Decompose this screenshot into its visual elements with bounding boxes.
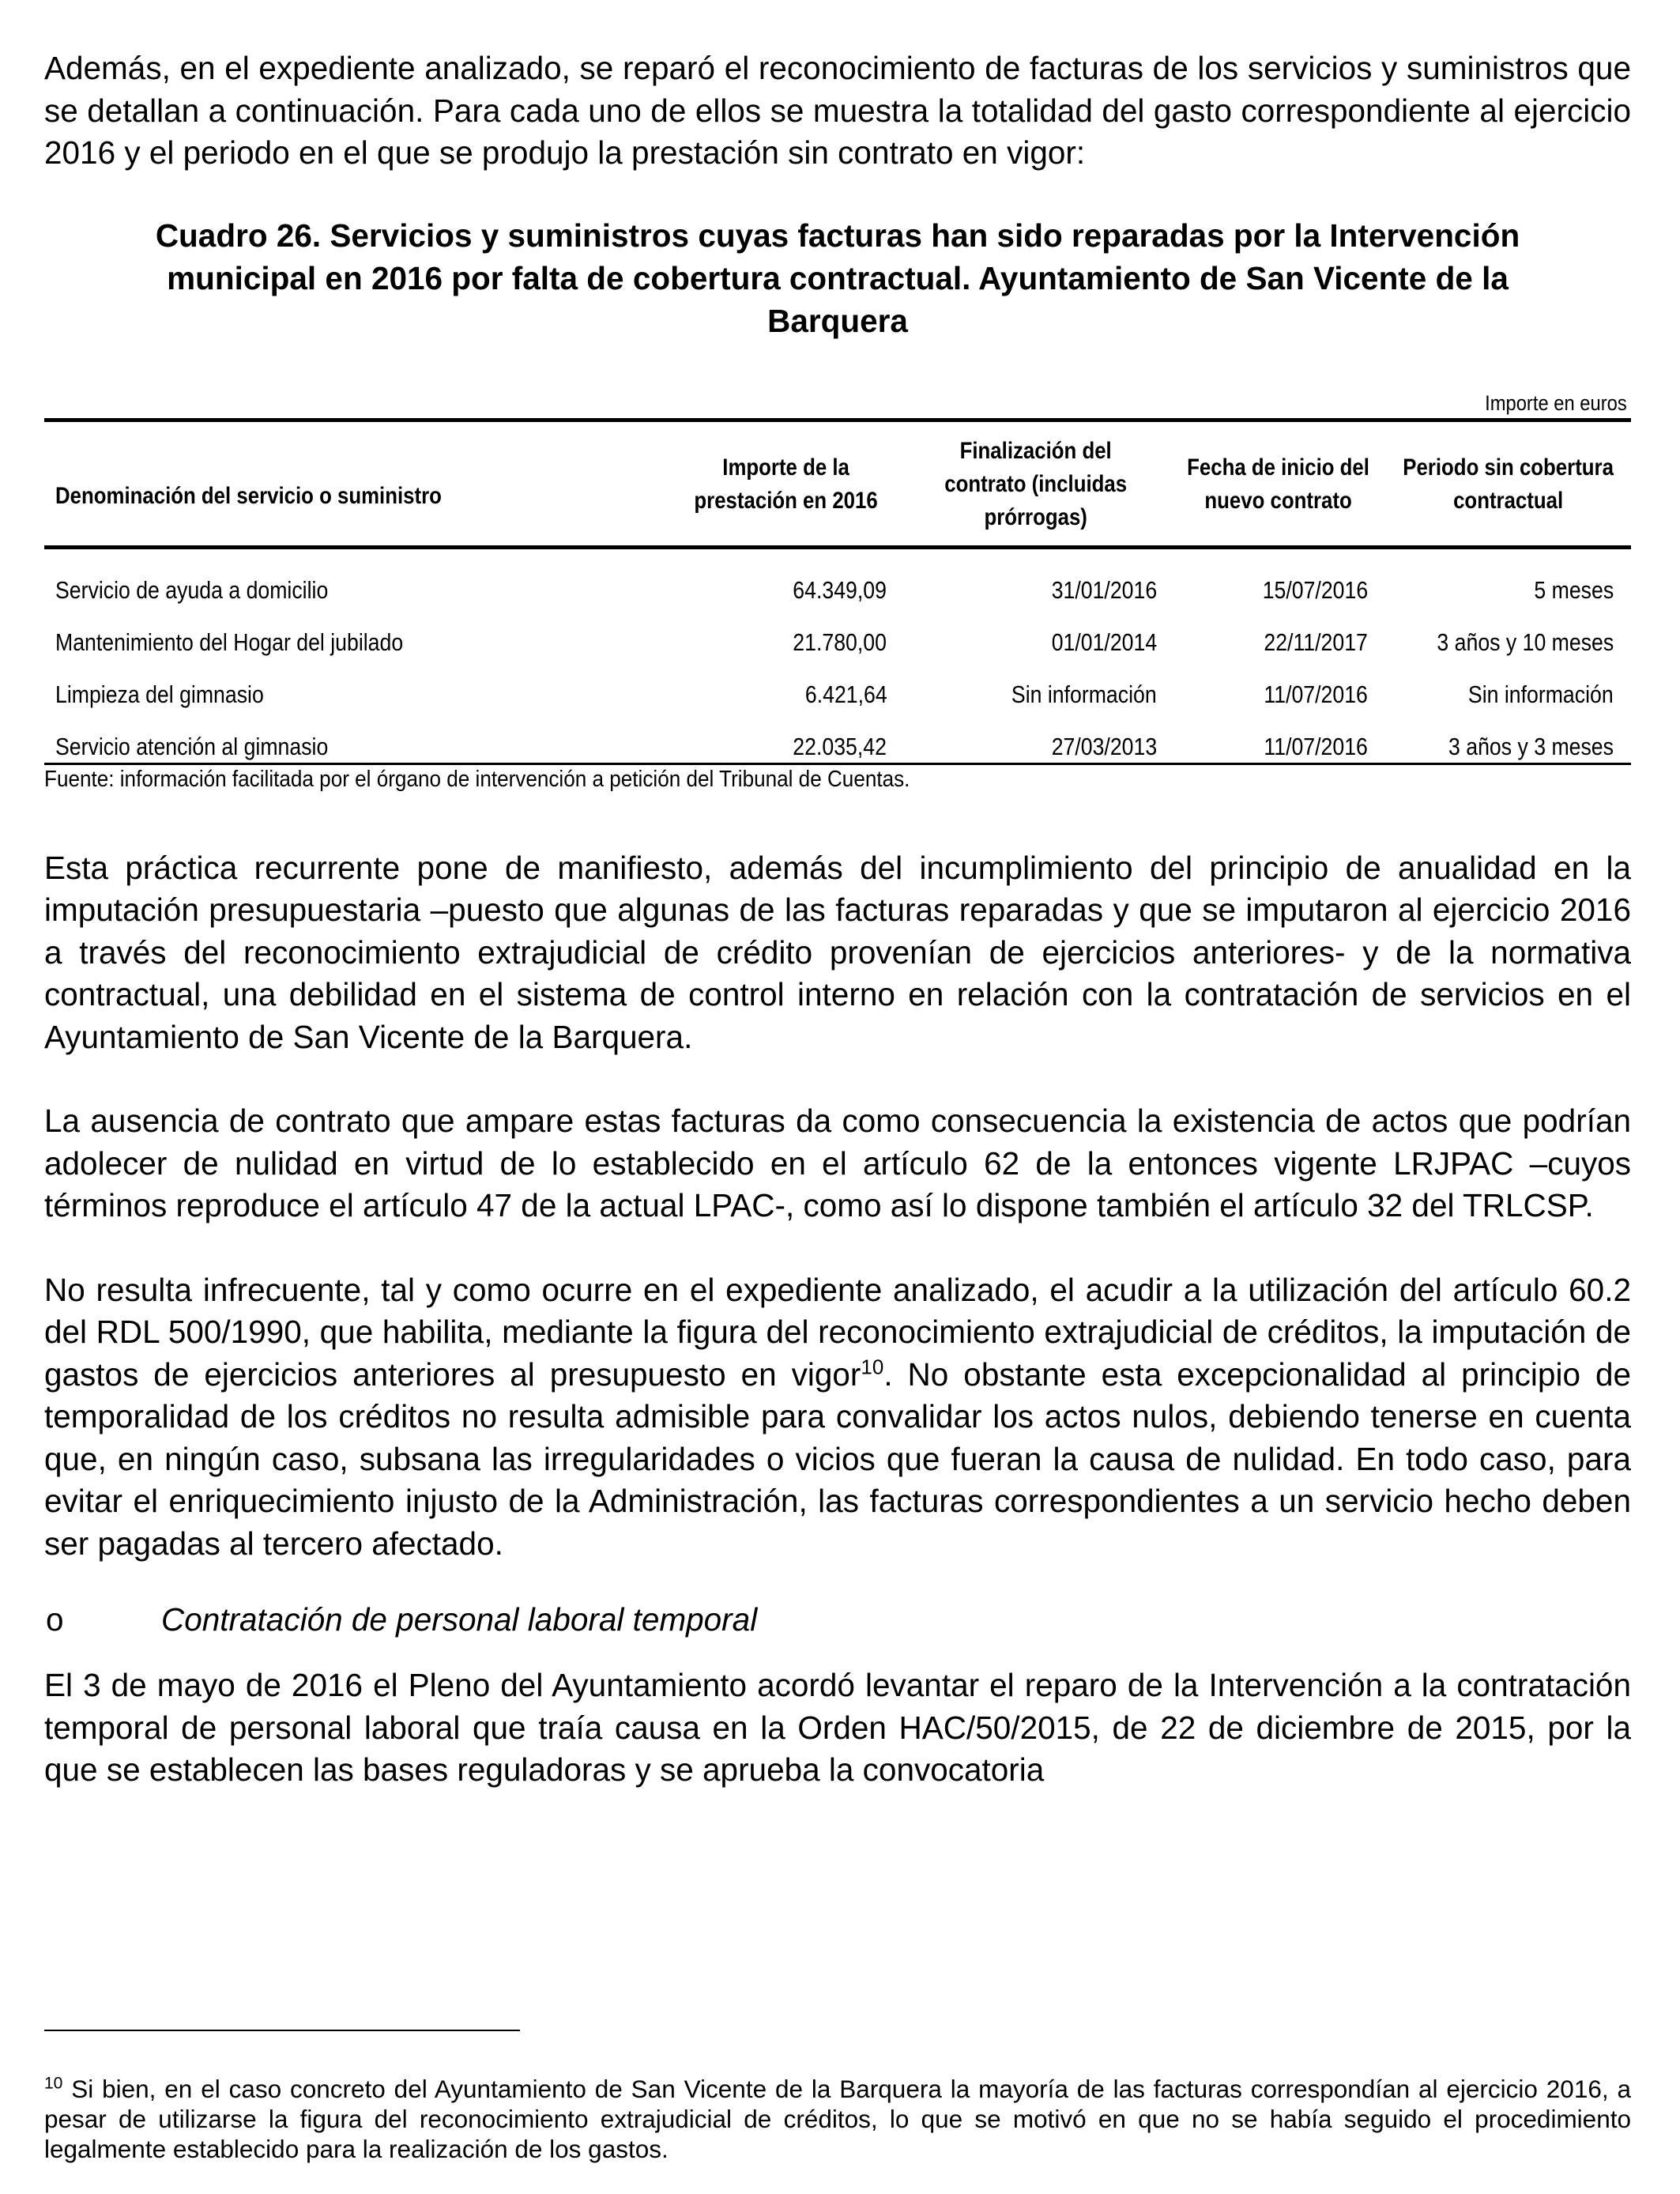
cell-importe: 6.421,64 <box>804 680 887 708</box>
caption-line-1: Cuadro 26. Servicios y suministros cuyas facturas han sido reparadas por la Intervención <box>155 217 1520 254</box>
cell-importe: 21.780,00 <box>793 628 887 656</box>
cell-periodo: 3 años y 10 meses <box>1437 628 1614 656</box>
footnote-divider <box>44 2030 520 2031</box>
services-table <box>44 418 1631 765</box>
cell-finalizacion: 01/01/2014 <box>1051 628 1157 656</box>
table-row <box>44 613 1631 665</box>
cell-periodo: 5 meses <box>1534 575 1614 604</box>
cell-fecha-inicio: 15/07/2016 <box>1262 575 1368 604</box>
cell-fecha-inicio: 11/07/2016 <box>1264 680 1368 708</box>
table-source-note: Fuente: información facilitada por el órgano de intervención a petición del Tribunal de Cuentas. <box>44 766 910 792</box>
cell-periodo: 3 años y 3 meses <box>1385 717 1631 764</box>
footnote-number: 10 <box>44 2074 63 2093</box>
header-importe: Importe de la prestación en 2016 <box>671 420 901 547</box>
table-caption <box>44 214 1631 342</box>
footnote-text: Si bien, en el caso concreto del Ayuntamiento de San Vicente de la Barquera la mayoría de las facturas correspondían al ejercicio 2016, a pesar de utilizarse la figura del reconocimiento extrajudicial de créditos, lo que se motivó en que no se había seguido el procedimiento legalmente establecido para la realización de los gastos. <box>44 2075 1631 2163</box>
header-denominacion: Denominación del servicio o suministro <box>44 420 671 547</box>
cell-fecha-inicio: 22/11/2017 <box>1264 628 1368 656</box>
cell-finalizacion: Sin información <box>1011 680 1157 708</box>
cell-importe: 22.035,42 <box>671 717 901 764</box>
header-periodo: Periodo sin cobertura contractual <box>1385 420 1631 547</box>
section-heading <box>44 1598 1631 1641</box>
table-row <box>44 665 1631 717</box>
paragraph-recurrent-practice: Esta práctica recurrente pone de manifiesto, además del incumplimiento del principio de anualidad en la imputación presupuestaria –puesto que algunas de las facturas reparadas y que se imputaron al ejercicio 2016 a través del reconocimiento extrajudicial de crédito provenían de ejercicios anteriores- y de la normativa contractual, una debilidad en el sistema de control interno en relación con la contratación de servicios en el Ayuntamiento de San Vicente de la Barquera. <box>44 849 1631 1055</box>
header-fecha-inicio: Fecha de inicio del nuevo contrato <box>1171 420 1385 547</box>
table-row <box>44 717 1631 764</box>
cell-denominacion: Servicio atención al gimnasio <box>44 717 671 764</box>
footnote-reference[interactable]: 10 <box>861 1355 884 1378</box>
section-bullet: o <box>46 1601 64 1638</box>
cell-fecha-inicio: 11/07/2016 <box>1171 717 1385 764</box>
table-header-row <box>44 420 1631 547</box>
cell-denominacion: Limpieza del gimnasio <box>55 680 264 708</box>
caption-line-2: municipal en 2016 por falta de cobertura contractual. Ayuntamiento de San Vicente de la <box>167 259 1509 296</box>
paragraph-extrajudicial: No resulta infrecuente, tal y como ocurre en el expediente analizado, el acudir a la utilización del artículo 60.2 del RDL 500/1990, que habilita, mediante la figura del reconocimiento extrajudicial de créditos, la imputación de gastos de ejercicios anteriores al presupuesto en vigor$^{10}$. No obstante esta excepcionalidad al principio de temporalidad de los créditos no resulta admisible para convalidar los actos nulos, debiendo tenerse en cuenta que, en ningún caso, subsana las irregularidades o vicios que fueran la causa de nulidad. En todo caso, para evitar el enriquecimiento injusto de la Administración, las facturas correspondientes a un servicio hecho deben ser pagadas al tercero afectado. <box>44 1271 1631 1562</box>
cell-finalizacion: 31/01/2016 <box>1051 575 1157 604</box>
intro-paragraph: Además, en el expediente analizado, se reparó el reconocimiento de facturas de los servicios y suministros que se detallan a continuación. Para cada uno de ellos se muestra la totalidad del gasto correspondiente al ejercicio 2016 y el periodo en el que se produjo la prestación sin contrato en vigor: <box>44 50 1631 171</box>
document-page <box>44 47 1631 1792</box>
services-table-section <box>44 391 1631 794</box>
paragraph-pleno: El 3 de mayo de 2016 el Pleno del Ayuntamiento acordó levantar el reparo de la Intervención a la contratación temporal de personal laboral que traía causa en la Orden HAC/50/2015, de 22 de diciembre de 2015, por la que se establecen las bases reguladoras y se aprueba la convocatoria <box>44 1667 1631 1788</box>
paragraph-absence-contract: La ausencia de contrato que ampare estas facturas da como consecuencia la existencia de actos que podrían adolecer de nulidad en virtud de lo establecido en el artículo 62 de la entonces vigente LRJPAC –cuyos términos reproduce el artículo 47 de la actual LPAC-, como así lo dispone también el artículo 32 del TRLCSP. <box>44 1103 1631 1223</box>
table-units-note: Importe en euros <box>1485 390 1627 415</box>
cell-finalizacion: 27/03/2013 <box>901 717 1170 764</box>
caption-line-3: Barquera <box>767 302 908 339</box>
footnote <box>44 2074 1631 2164</box>
header-finalizacion: Finalización del contrato (incluidas prórrogas) <box>901 420 1170 547</box>
cell-importe: 64.349,09 <box>793 575 887 604</box>
section-title: Contratación de personal laboral temporal <box>161 1601 758 1638</box>
cell-denominacion: Mantenimiento del Hogar del jubilado <box>55 628 404 656</box>
cell-denominacion: Servicio de ayuda a domicilio <box>55 575 329 604</box>
cell-periodo: Sin información <box>1468 680 1614 708</box>
table-row <box>44 547 1631 613</box>
